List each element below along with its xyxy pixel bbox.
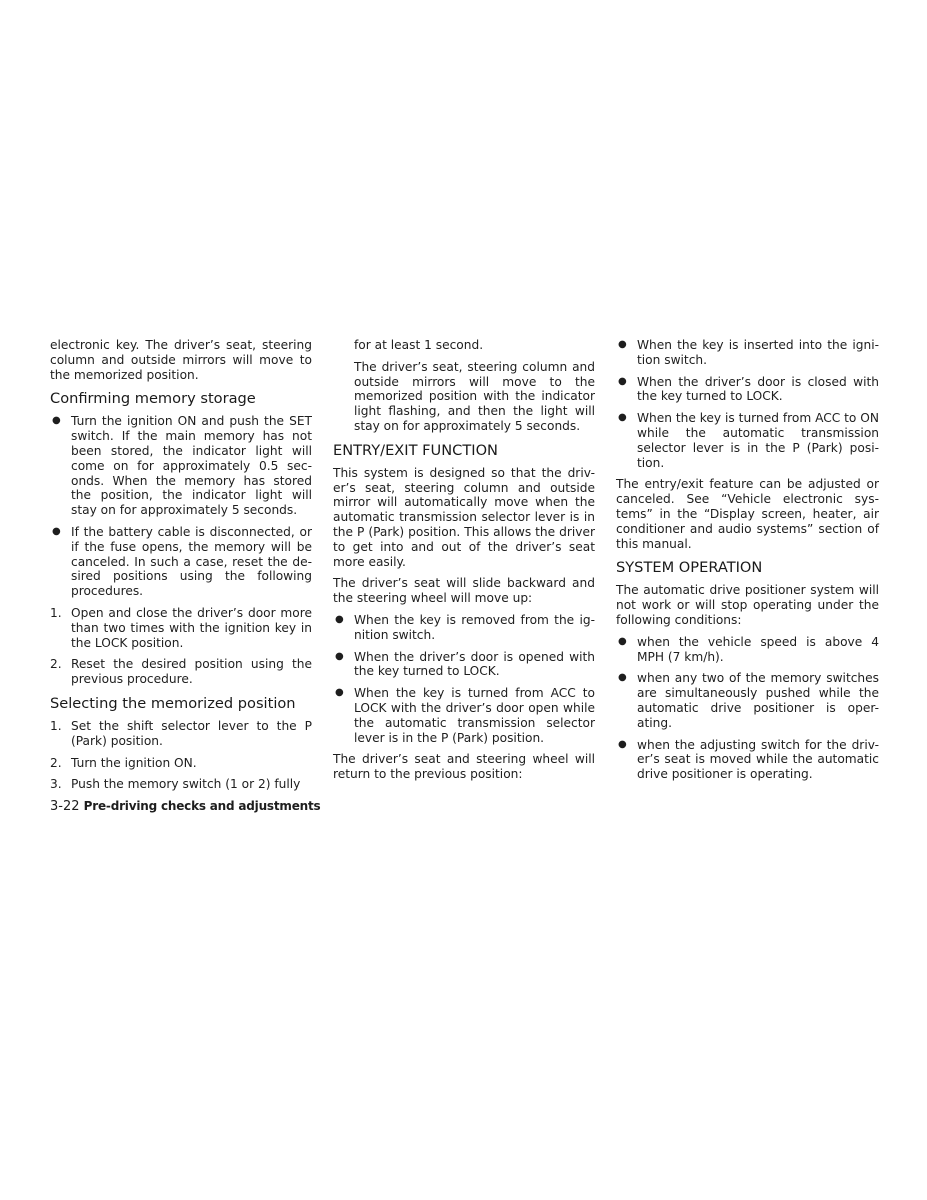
list-item [333, 650, 595, 680]
list-item-text: Push the memory switch (1 or 2) fully [71, 777, 301, 792]
list-item-text: when the adjusting switch for the driv- er’s seat is moved while the automatic drive positioner is operating. [637, 737, 879, 782]
list-item-text: Open and close the driver’s door more than two times with the ignition key in the LOCK position. [71, 605, 312, 650]
bullet-icon: ● [618, 412, 627, 424]
list-item-text: When the driver’s door is opened with the key turned to LOCK. [354, 649, 595, 679]
paragraph-continued: for at least 1 second. [354, 338, 484, 352]
paragraph-system-conditions: The automatic drive positioner system will not work or will stop operating under the following conditions: [616, 583, 879, 627]
page-footer [50, 798, 320, 815]
column-middle [333, 338, 595, 789]
list-item [616, 635, 879, 665]
step-number: 2. [50, 755, 62, 770]
heading-selecting-memorized-position: Selecting the memorized position [50, 694, 296, 712]
list-item-text: If the battery cable is disconnected, or if the fuse opens, the memory will be canceled. In such a case, reset the de- sired positions using the following procedures. [71, 524, 312, 599]
list-item-text: Reset the desired position using the previous procedure. [71, 657, 312, 687]
list-item-text: Set the shift selector lever to the P (Park) position. [71, 718, 312, 748]
list-item-text: when any two of the memory switches are simultaneously pushed while the automatic drive positioner is oper- ating. [637, 671, 879, 730]
list-item [50, 606, 312, 650]
list-item [333, 686, 595, 745]
bullet-icon: ● [335, 650, 344, 662]
bullet-icon: ● [335, 687, 344, 699]
list-item-text: Turn the ignition ON. [71, 755, 197, 770]
list-item-text: Turn the ignition ON and push the SET switch. If the main memory has not been stored, the indicator light will come on for approximately 0.5 sec- onds. When the memory has stored the position, the indicator light will stay on for approximately 5 seconds. [71, 414, 312, 518]
bullet-icon: ● [618, 339, 627, 350]
step-number: 1. [50, 605, 62, 620]
column-left [50, 338, 312, 799]
step-number: 3. [50, 777, 62, 792]
paragraph-entry-description: This system is designed so that the driv- er’s seat, steering column and outside mirror will automatically move when the automatic transmission selector lever is in the P (Park) position. This allows the driver to get into and out of the driver’s seat more easily. [333, 465, 595, 569]
paragraph-adjust-feature: The entry/exit feature can be adjusted or canceled. See “Vehicle electronic sys- tems” in the “Display screen, heater, air conditioner and audio systems” section of this manual. [616, 477, 879, 551]
column-right [616, 338, 879, 789]
bullet-icon: ● [618, 738, 627, 750]
list-item-text: When the key is removed from the ig- nition switch. [354, 612, 595, 642]
bullet-icon: ● [52, 525, 61, 537]
section-title: Pre-driving checks and adjustments [83, 799, 321, 813]
list-item [616, 411, 879, 470]
list-item [50, 414, 312, 518]
list-item [50, 756, 312, 771]
paragraph-return-position: The driver’s seat and steering wheel will return to the previous position: [333, 752, 595, 782]
bullet-icon: ● [618, 375, 627, 387]
list-item-text: When the driver’s door is closed with the key turned to LOCK. [637, 374, 879, 404]
bullet-icon: ● [618, 672, 627, 684]
list-item [616, 671, 879, 730]
list-item [50, 719, 312, 749]
list-item [616, 738, 879, 782]
list-item-text: When the key is inserted into the igni- tion switch. [637, 338, 879, 367]
step-number: 2. [50, 657, 62, 672]
paragraph-intro: electronic key. The driver’s seat, steering column and outside mirrors will move to the memorized position. [50, 338, 312, 382]
list-item [616, 375, 879, 405]
page-number: 3-22 [50, 799, 80, 814]
list-item-text: when the vehicle speed is above 4 MPH (7 km/h). [637, 634, 879, 664]
paragraph-memorized-result: The driver’s seat, steering column and outside mirrors will move to the memorized position with the indicator light flashing, and then the light will stay on for approximately 5 seconds. [354, 359, 595, 433]
heading-system-operation: SYSTEM OPERATION [616, 559, 763, 577]
heading-confirming-memory-storage: Confirming memory storage [50, 390, 256, 408]
bullet-icon: ● [618, 635, 627, 647]
list-item [50, 777, 312, 792]
heading-entry-exit-function: ENTRY/EXIT FUNCTION [333, 441, 498, 459]
step-number: 1. [50, 718, 62, 733]
list-item [50, 525, 312, 599]
list-item-text: When the key is turned from ACC to ON while the automatic transmission selector lever is in the P (Park) posi- tion. [637, 411, 879, 470]
list-item-text: When the key is turned from ACC to LOCK with the driver’s door open while the automatic transmission selector lever is in the P (Park) position. [354, 686, 595, 745]
list-item [616, 338, 879, 368]
paragraph-slide-backward: The driver’s seat will slide backward and the steering wheel will move up: [333, 576, 595, 606]
bullet-icon: ● [52, 415, 61, 427]
list-item [333, 613, 595, 643]
list-item [50, 657, 312, 687]
bullet-icon: ● [335, 613, 344, 625]
